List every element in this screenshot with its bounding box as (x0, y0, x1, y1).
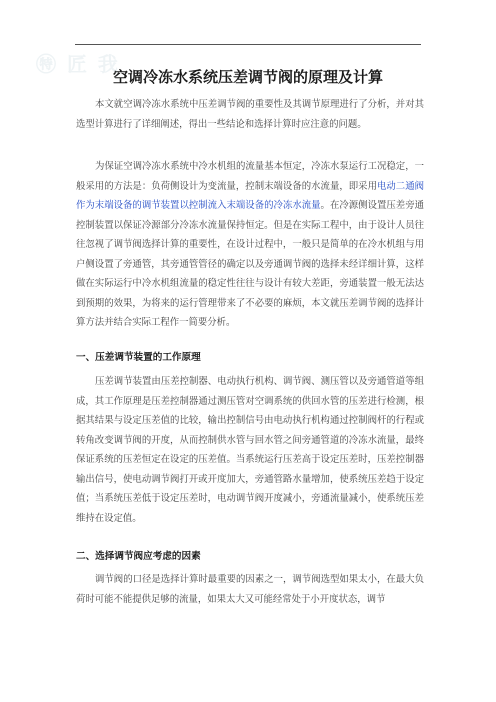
paragraph-1 (76, 157, 424, 333)
paragraph-1-highlight: 电动二通阀作为末端设备的调节装置以控制流入末端设备的冷冻水流量 (76, 180, 424, 211)
paragraph-1-text-before: 为保证空调冷冻水系统中冷水机组的流量基本恒定，冷冻水泵运行工况稳定，一般采用的方法是：负荷侧设计为变流量，控制末端设备的水流量，即采用 (76, 161, 424, 192)
section-1-paragraph: 压差调节装置由压差控制器、电动执行机构、调节阀、测压管以及旁通管道等组成，其工作原理是压差控制器通过测压管对空调系统的供回水管的压差进行检测，根据其结果与设定压差值的比较，输出控制信号由电动执行机构通过控制阀杆的行程或转角改变调节阀的开度，从而控制供水管与回水管之间旁通管道的冷冻水流量，最终保证系统的压差恒定在设定的压差值。当系统运行压差高于设定压差时，压差控制器输出信号，使电动调节阀打开或开度加大，旁通管路水量增加，使系统压差趋于设定值；当系统压差低于设定压差时，电动调节阀开度减小，旁通流量减小，使系统压差维持在设定值。 (76, 376, 424, 524)
header-rule (75, 44, 421, 45)
watermark-logo: ㊕ 匠 我 (36, 52, 120, 76)
section-1-heading: 一、压差调节装置的工作原理 (76, 352, 201, 363)
document-title: 空调冷冻水系统压差调节阀的原理及计算 (112, 68, 383, 86)
section-2-paragraph: 调节阀的口径是选择计算时最重要的因素之一，调节阀选型如果太小，在最大负荷时可能不能提供足够的流量，如果太大又可能经常处于小开度状态，调节 (76, 574, 424, 605)
intro-paragraph: 本文就空调冷冻水系统中压差调节阀的重要性及其调节原理进行了分析，并对其选型计算进行了详细阐述，得出一些结论和选择计算时应注意的问题。 (76, 99, 424, 130)
paragraph-1-text-after: 。在冷源侧设置压差旁通控制装置以保证冷源部分冷冻水流量保持恒定。但是在实际工程中，由于设计人员往往忽视了调节阀选择计算的重要性，在设计过程中，一般只是简单的在冷水机组与用户侧设置了旁通管，其旁通管管径的确定以及旁通调节阀的选择未经详细计算，这样做在实际运行中冷水机组流量的稳定性往往与设计有较大差距，旁通装置一般无法达到预期的效果，为将来的运行管理带来了不必要的麻烦，本文就压差调节阀的选择计算方法并结合实际工程作一简要分析。 (76, 200, 424, 328)
section-2-heading: 二、选择调节阀应考虑的因素 (76, 551, 201, 562)
